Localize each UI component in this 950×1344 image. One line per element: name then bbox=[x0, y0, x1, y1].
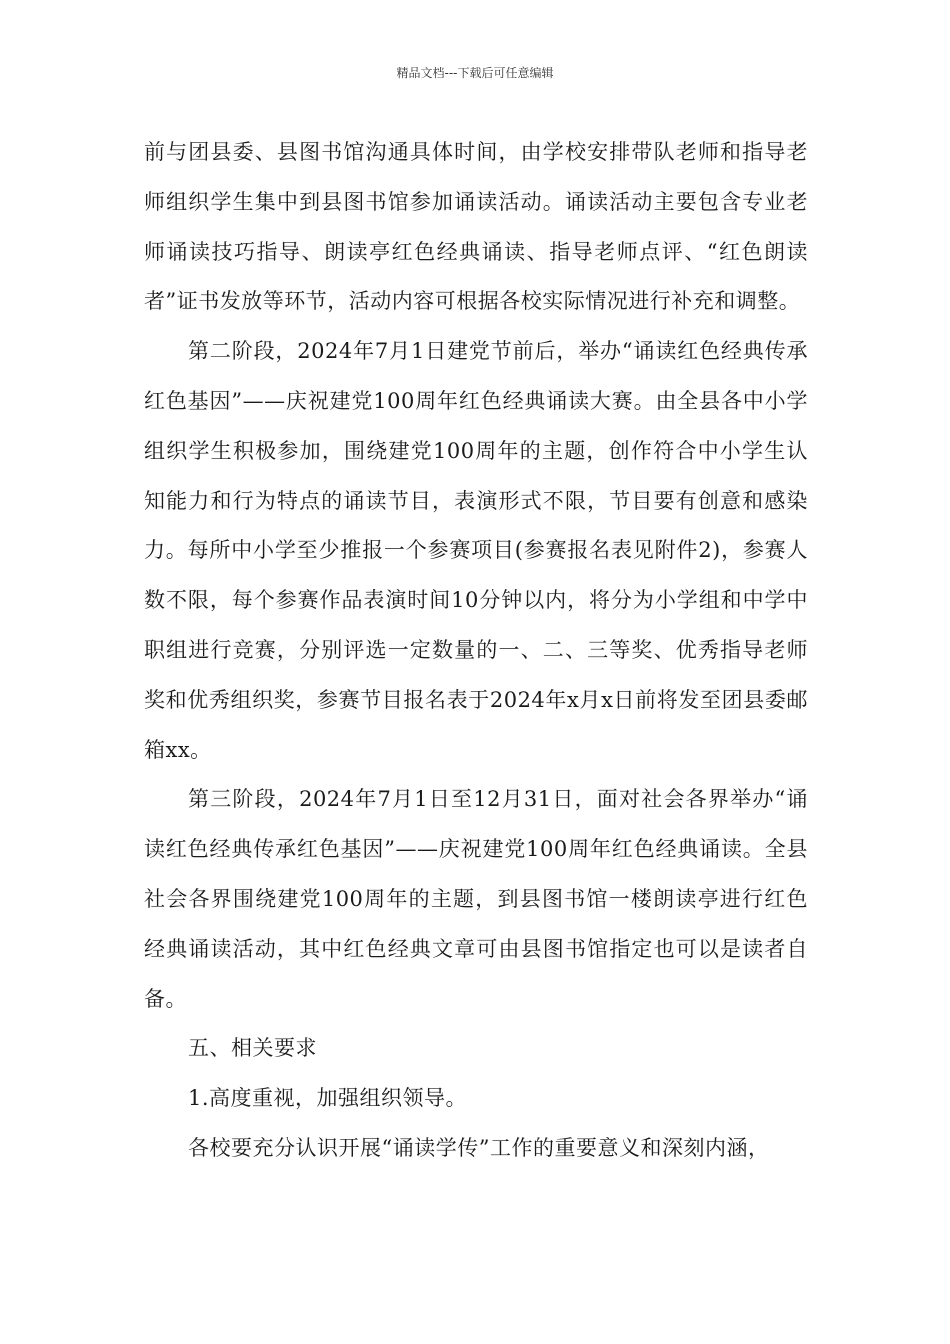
document-body bbox=[144, 128, 808, 1174]
paragraph-stage-three: 第三阶段，2024年7月1日至12月31日，面对社会各界举办“诵读红色经典传承红色基因”——庆祝建党100周年红色经典诵读。全县社会各界围绕建党100周年的主题，到县图书馆一楼朗读亭进行红色经典诵读活动，其中红色经典文章可由县图书馆指定也可以是读者自备。 bbox=[144, 787, 808, 1011]
page-header: 精品文档---下载后可任意编辑 bbox=[396, 66, 554, 80]
paragraph-continuation: 前与团县委、县图书馆沟通具体时间，由学校安排带队老师和指导老师组织学生集中到县图书馆参加诵读活动。诵读活动主要包含专业老师诵读技巧指导、朗读亭红色经典诵读、指导老师点评、“红色朗读者”证书发放等环节，活动内容可根据各校实际情况进行补充和调整。 bbox=[144, 140, 808, 314]
section-heading-requirements: 五、相关要求 bbox=[188, 1036, 317, 1061]
paragraph-schools: 各校要充分认识开展“诵读学传”工作的重要意义和深刻内涵， bbox=[188, 1135, 770, 1160]
subheading-leadership: 1.高度重视，加强组织领导。 bbox=[188, 1086, 468, 1111]
paragraph-stage-two: 第二阶段，2024年7月1日建党节前后，举办“诵读红色经典传承红色基因”——庆祝建党100周年红色经典诵读大赛。由全县各中小学组织学生积极参加，围绕建党100周年的主题，创作符合中小学生认知能力和行为特点的诵读节目，表演形式不限，节目要有创意和感染力。每所中小学至少推报一个参赛项目(参赛报名表见附件2)，参赛人数不限，每个参赛作品表演时间10分钟以内，将分为小学组和中学中职组进行竞赛，分别评选一定数量的一、二、三等奖、优秀指导老师奖和优秀组织奖，参赛节目报名表于2024年x月x日前将发至团县委邮箱xx。 bbox=[144, 339, 808, 762]
